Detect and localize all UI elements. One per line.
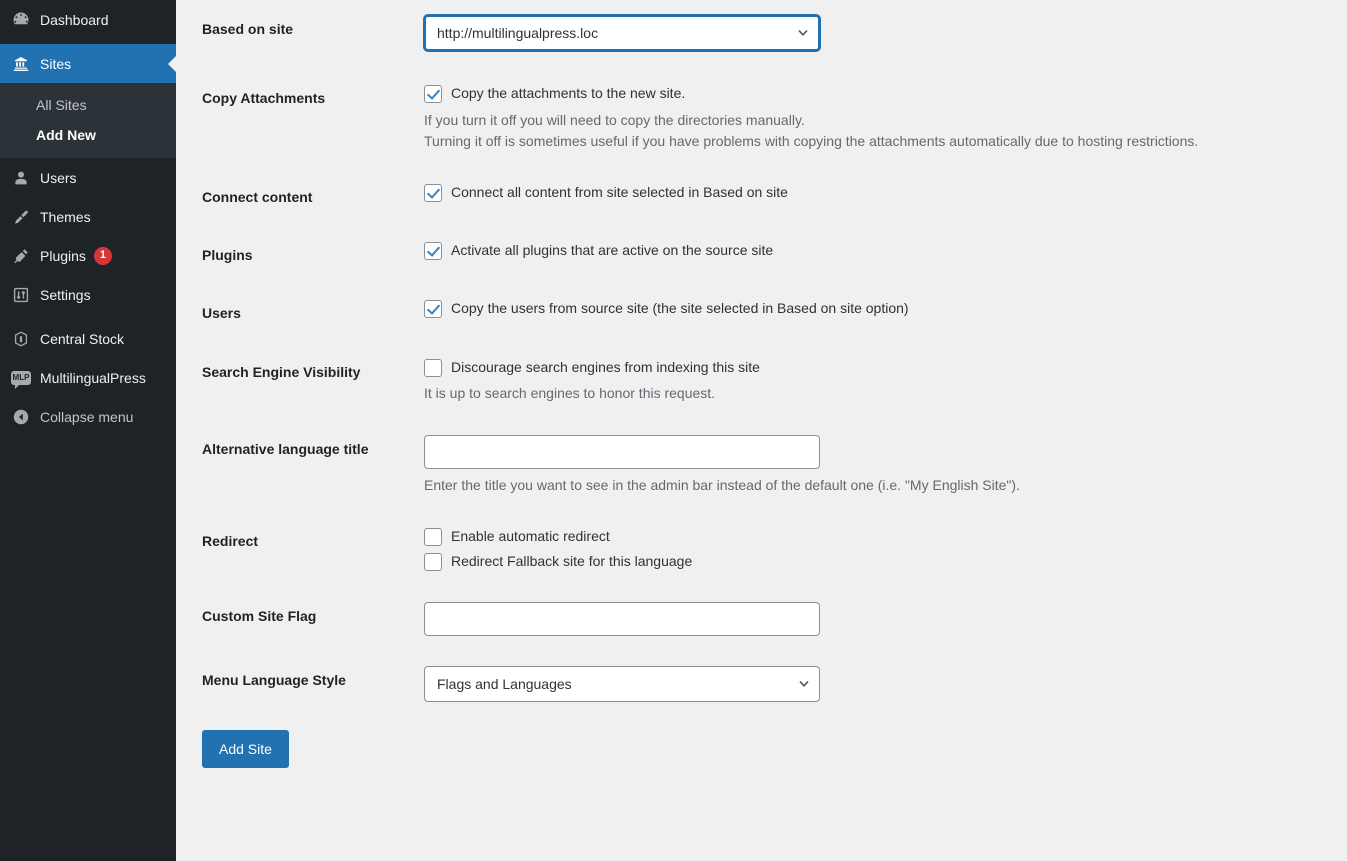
menu-language-style-value: Flags and Languages xyxy=(437,675,572,692)
checkbox-row xyxy=(424,358,1337,378)
form-row-copy-attachments xyxy=(176,69,1347,168)
sidebar-item-collapse-menu[interactable] xyxy=(0,397,176,436)
add-site-form-panel xyxy=(176,0,1347,861)
sidebar-submenu-sites xyxy=(0,83,176,158)
sidebar-item-users[interactable] xyxy=(0,158,176,197)
form-row-redirect xyxy=(176,512,1347,587)
checkbox-row xyxy=(424,183,1337,203)
form-row-custom-site-flag xyxy=(176,587,1347,651)
sidebar-item-plugins[interactable] xyxy=(0,236,176,275)
checkbox-row xyxy=(424,527,1337,547)
label-redirect: Redirect xyxy=(202,532,259,549)
enable-automatic-redirect-label[interactable]: Enable automatic redirect xyxy=(451,527,610,544)
themes-icon xyxy=(11,207,31,227)
alternative-language-title-input[interactable] xyxy=(424,435,820,469)
chevron-down-icon xyxy=(798,29,808,37)
copy-attachments-checkbox[interactable] xyxy=(424,85,442,103)
search-engine-visibility-checkbox[interactable] xyxy=(424,359,442,377)
form-row-menu-language-style xyxy=(176,651,1347,720)
mlp-icon xyxy=(11,368,31,388)
add-site-button[interactable]: Add Site xyxy=(202,730,289,768)
submit-area xyxy=(176,720,1347,788)
based-on-site-value: http://multilingualpress.loc xyxy=(437,25,599,41)
label-plugins: Plugins xyxy=(202,247,253,264)
dashboard-icon xyxy=(11,10,31,30)
redirect-fallback-site-label[interactable]: Redirect Fallback site for this language xyxy=(451,553,693,570)
label-alternative-language-title: Alternative language title xyxy=(202,440,369,457)
copy-attachments-label[interactable]: Copy the attachments to the new site. xyxy=(451,85,686,101)
form-row-search-engine-visibility xyxy=(176,343,1347,420)
central-stock-icon xyxy=(11,329,31,349)
sidebar-item-label: MultilingualPress xyxy=(40,369,146,386)
label-users: Users xyxy=(202,305,241,322)
sites-icon xyxy=(11,54,31,74)
sidebar-item-label: Sites xyxy=(40,55,72,72)
sidebar-item-label: Dashboard xyxy=(40,11,109,28)
sidebar-item-label: Users xyxy=(40,169,77,186)
sidebar-subitem-add-new[interactable]: Add New xyxy=(36,127,96,143)
custom-site-flag-input[interactable] xyxy=(424,602,820,636)
connect-content-checkbox[interactable] xyxy=(424,184,442,202)
copy-attachments-description xyxy=(424,110,1337,153)
form-row-users xyxy=(176,284,1347,342)
label-copy-attachments: Copy Attachments xyxy=(202,90,326,106)
settings-table xyxy=(176,0,1347,720)
settings-icon xyxy=(11,285,31,305)
sidebar-subitem-all-sites[interactable]: All Sites xyxy=(36,97,87,113)
checkbox-row xyxy=(424,84,1337,104)
sidebar-item-multilingualpress[interactable] xyxy=(0,358,176,397)
description-line: Enter the title you want to see in the admin bar instead of the default one (i.e. "My English Site"). xyxy=(424,476,1020,493)
redirect-fallback-site-checkbox[interactable] xyxy=(424,553,442,571)
plugins-update-badge: 1 xyxy=(94,247,112,265)
users-icon xyxy=(11,168,31,188)
chevron-down-icon xyxy=(799,680,809,688)
label-custom-site-flag: Custom Site Flag xyxy=(202,607,317,624)
form-row-based-on-site xyxy=(176,0,1347,69)
sidebar-item-label: Collapse menu xyxy=(40,408,134,425)
connect-content-label[interactable]: Connect all content from site selected in Based on site xyxy=(451,183,788,200)
description-line: If you turn it off you will need to copy the directories manually. xyxy=(424,111,805,128)
add-site-form xyxy=(176,0,1347,788)
label-based-on-site: Based on site xyxy=(202,21,294,37)
search-engine-visibility-label[interactable]: Discourage search engines from indexing this site xyxy=(451,358,760,375)
label-search-engine-visibility: Search Engine Visibility xyxy=(202,363,361,380)
sidebar-item-label: Plugins xyxy=(40,247,86,264)
checkbox-row xyxy=(424,299,1337,319)
menu-language-style-select[interactable] xyxy=(424,666,820,702)
users-checkbox[interactable] xyxy=(424,300,442,318)
form-row-connect-content xyxy=(176,168,1347,226)
users-label[interactable]: Copy the users from source site (the site selected in Based on site option) xyxy=(451,300,909,317)
based-on-site-select[interactable] xyxy=(424,15,820,51)
sidebar-item-central-stock[interactable] xyxy=(0,319,176,358)
collapse-icon xyxy=(11,407,31,427)
sidebar-item-label: Settings xyxy=(40,286,91,303)
label-menu-language-style: Menu Language Style xyxy=(202,671,346,688)
description-line: It is up to search engines to honor this request. xyxy=(424,385,716,402)
enable-automatic-redirect-checkbox[interactable] xyxy=(424,528,442,546)
mlp-icon-text: MLP xyxy=(11,371,31,385)
description-line: Turning it off is sometimes useful if you have problems with copying the attachments automatically due to hosting restrictions. xyxy=(424,133,1199,150)
checkbox-row xyxy=(424,552,1337,572)
plugins-icon xyxy=(11,246,31,266)
sidebar-item-settings[interactable] xyxy=(0,275,176,314)
admin-sidebar xyxy=(0,0,176,861)
form-row-plugins xyxy=(176,226,1347,284)
checkbox-row xyxy=(424,241,1337,261)
sidebar-item-label: Themes xyxy=(40,208,91,225)
plugins-checkbox[interactable] xyxy=(424,242,442,260)
label-connect-content: Connect content xyxy=(202,188,313,205)
sidebar-item-themes[interactable] xyxy=(0,197,176,236)
plugins-label[interactable]: Activate all plugins that are active on the source site xyxy=(451,242,774,259)
form-row-alternative-language-title xyxy=(176,420,1347,512)
search-engine-visibility-description xyxy=(424,383,1337,405)
sidebar-item-sites[interactable] xyxy=(0,44,176,83)
alternative-language-title-description xyxy=(424,475,1337,497)
sidebar-item-label: Central Stock xyxy=(40,330,125,347)
sidebar-item-dashboard[interactable] xyxy=(0,0,176,39)
